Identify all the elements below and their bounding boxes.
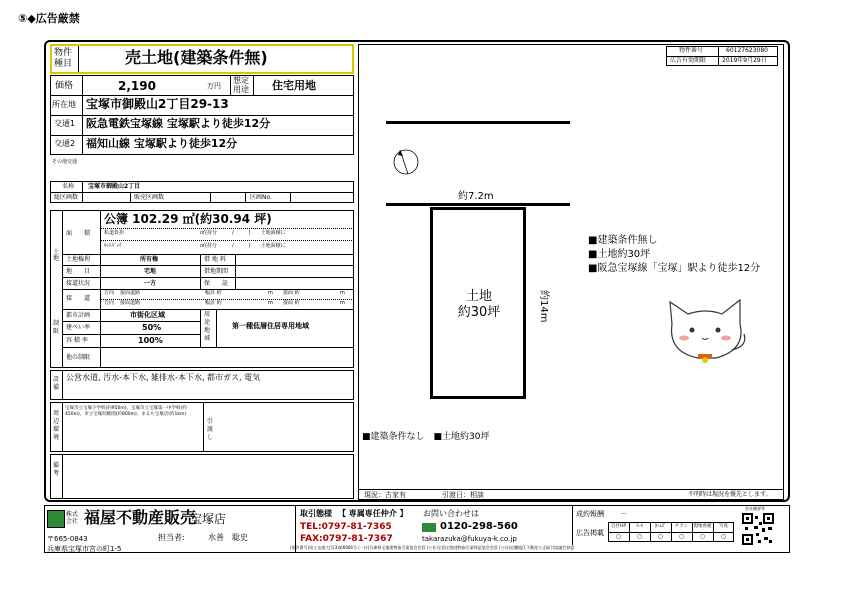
landcat-label: 地 目 <box>66 268 91 275</box>
ad-item-4: 現地看板 <box>693 524 712 529</box>
address-label: 所在地 <box>52 100 76 109</box>
email: takarazuka@fukuya-k.co.jp <box>422 535 517 543</box>
delivery-date: 引渡日：相談 <box>442 491 484 499</box>
company-logo-icon <box>47 510 65 528</box>
coverage-label: 建ぺい率 <box>66 324 91 331</box>
ad-item-1: ｽｰﾓ <box>636 524 643 529</box>
ad-item-3: チラシ <box>674 524 689 529</box>
bottom-notes: ■建築条件なし ■土地約30坪 <box>362 432 490 442</box>
current-status: 現況：古家有 <box>364 491 406 499</box>
setback-unit: ㎡(持分 / ) 土地面積に <box>200 243 286 249</box>
remarks-label: 備 考 <box>53 462 60 477</box>
present-label: 引 渡 し <box>207 418 214 441</box>
qr-code-icon <box>742 513 774 545</box>
lot-label: 総区画数 <box>54 194 79 201</box>
ad-mark-2: ○ <box>657 533 664 540</box>
ad-item-0: 自社HP <box>610 524 627 529</box>
remarks-table <box>50 454 354 499</box>
expiry-value: 2019年9月29日 <box>722 57 767 64</box>
transport1-value: 阪急電鉄宝塚線 宝塚駅より徒歩12分 <box>86 117 271 130</box>
expiry-label: 広告有効期限 <box>670 57 707 64</box>
company-address: 兵庫県宝塚市宮の町1-5 <box>47 545 122 553</box>
north-arrow-icon <box>392 146 420 178</box>
road-m-1: m <box>268 290 273 296</box>
ad-label: 広告掲載 <box>576 529 604 537</box>
staff-label: 担当者: <box>158 533 185 542</box>
address-value: 宝塚市御殿山2丁目29-13 <box>86 97 229 111</box>
lot-no-label: 区画No. <box>250 194 272 201</box>
ad-item-2: ﾎｰﾑｽﾞ <box>654 524 667 529</box>
postal-code: 〒665-0843 <box>47 535 88 543</box>
frontage-label: 約7.2m <box>458 191 494 202</box>
contact-label: お問い合わせは <box>423 509 479 518</box>
disclaimer: 不明時は現況を優先とします。 <box>688 491 772 498</box>
ad-mark-4: ○ <box>699 533 706 540</box>
fee-value: － <box>620 510 627 518</box>
coverage-value: 50% <box>142 323 162 332</box>
transport1-label: 交通1 <box>54 119 76 128</box>
freedial: 0120-298-560 <box>440 521 518 532</box>
use-zone-value: 第一種低層住居専用地域 <box>232 322 309 330</box>
staff-name: 水善 聡史 <box>208 533 248 542</box>
env-value: 宝塚市立宝塚小学校(約950m)、宝塚市立宝塚第一中学校(約450m)、市立宝塚幼稚園(約800m)、まるち宝塚店(約1km) <box>65 406 187 417</box>
price-label: 価格 <box>55 81 74 91</box>
cat-mascot-icon <box>662 294 754 370</box>
transport-other-label: その他交通 <box>52 159 78 165</box>
qr-label: 会社概要等 <box>745 506 765 511</box>
road-label: 接 道 <box>66 295 91 302</box>
road-status-label: 接道状況 <box>66 280 91 287</box>
rights-value: 所有権 <box>140 256 159 263</box>
private-road-unit: ㎡(持分 / ) 土地面積に <box>200 230 286 236</box>
far-value: 100% <box>138 336 163 345</box>
name-value: 宝塚市御殿山2丁目 <box>88 183 141 190</box>
road-status-value: 一方 <box>144 280 157 287</box>
landcat-value: 宅地 <box>144 268 157 275</box>
use-value: 住宅用地 <box>272 79 316 92</box>
setback: ｾｯﾄﾊﾞｯｸ <box>104 243 122 249</box>
road-len-1: 接面 約 <box>283 290 300 296</box>
city-plan-value: 市街化区域 <box>130 311 165 319</box>
lease-fee-label: 保 証 <box>204 280 229 287</box>
deal-value: 【 専属専任仲介 】 <box>338 509 408 518</box>
ad-item-5: 写真 <box>719 524 728 529</box>
private-road: 私道負担 <box>104 230 125 236</box>
ad-mark-5: ○ <box>720 533 727 540</box>
property-number-value: 60127623080 <box>726 47 768 54</box>
note-2: ■土地約30坪 <box>588 249 651 260</box>
facility-value: 公営水道, 汚水-本下水, 雑排水-本下水, 都市ガス, 電気 <box>66 373 261 382</box>
land-label: 土地 <box>53 249 60 262</box>
city-plan-label: 都市計画 <box>66 312 91 319</box>
deal-label: 取引態様 <box>300 509 332 518</box>
freedial-icon <box>422 523 436 532</box>
license: (免許番号)国土交通大臣(3)第6666号 (一社)兵庫県宅地建物取引業協会会員 (公社)全国宅地建物取引業保証協会会員 (公社)近畿地区不動産公正取引協議会加盟 <box>290 545 575 550</box>
type-value: 売土地(建築条件無) <box>125 48 268 67</box>
road-type-2: 接面道路 <box>120 300 141 306</box>
lease-label: 借 地 料 <box>204 256 226 263</box>
depth-label: 約14m <box>538 290 549 323</box>
zone-label: 制 限 <box>53 320 60 335</box>
road-width-1: 幅員 約 <box>205 290 222 296</box>
road-len-2: 接面 約 <box>283 300 300 306</box>
far-label: 容 積 率 <box>66 337 88 344</box>
note-3: ■阪急宝塚線「宝塚」駅より徒歩12分 <box>588 263 761 274</box>
road-m-1b: m <box>340 290 345 296</box>
name-label: 名称 <box>62 183 75 190</box>
lease-period-label: 借地期間 <box>204 268 229 275</box>
road-line-top <box>386 121 570 124</box>
ad-mark-3: ○ <box>678 533 685 540</box>
area-label: 面 積 <box>66 230 91 237</box>
road-m-2: m <box>268 300 273 306</box>
ad-mark-0: ○ <box>615 533 622 540</box>
type-label: 物件 種目 <box>54 48 73 69</box>
note-1: ■建築条件無し <box>588 235 658 246</box>
use-label: 想定 用途 <box>233 76 249 94</box>
transport2-label: 交通2 <box>54 139 76 148</box>
other-limit-label: 他の制限 <box>66 354 91 361</box>
area-value: 公簿 102.29 ㎡(約30.94 坪) <box>104 212 272 226</box>
road-width-2: 幅員 約 <box>205 300 222 306</box>
property-number-label: 物件番号 <box>679 47 704 54</box>
fee-label: 成約報酬 <box>576 510 604 518</box>
road-line-lot <box>386 203 570 206</box>
facility-label: 設 備 <box>53 376 60 391</box>
ad-mark-1: ○ <box>636 533 643 540</box>
lot-area: 約30坪 <box>457 305 501 320</box>
branch-name: 宝塚店 <box>190 512 227 526</box>
road-dir-1: 方向 <box>104 290 115 296</box>
rights-label: 土地権利 <box>66 256 91 263</box>
env-label: 周 辺 環 境 <box>53 410 60 441</box>
fax: FAX:0797-81-7367 <box>300 534 393 544</box>
sale-lot-label: 販売区画数 <box>134 194 165 201</box>
price-unit: 万円 <box>207 82 221 90</box>
price-value: 2,190 <box>118 79 156 93</box>
header-label: ⑤◆広告厳禁 <box>18 12 80 25</box>
use-zone-label: 用 途 地 域 <box>204 311 211 342</box>
transport2-value: 福知山線 宝塚駅より徒歩12分 <box>86 137 238 150</box>
road-dir-2: 方向 <box>104 300 115 306</box>
road-m-2b: m <box>340 300 345 306</box>
tel: TEL:0797-81-7365 <box>300 522 392 532</box>
lot-label: 土地 <box>465 289 492 304</box>
road-type-1: 接面道路 <box>120 290 141 296</box>
company-small: 株式 会社 <box>66 511 79 525</box>
company-name: 福屋不動産販売 <box>84 508 197 527</box>
